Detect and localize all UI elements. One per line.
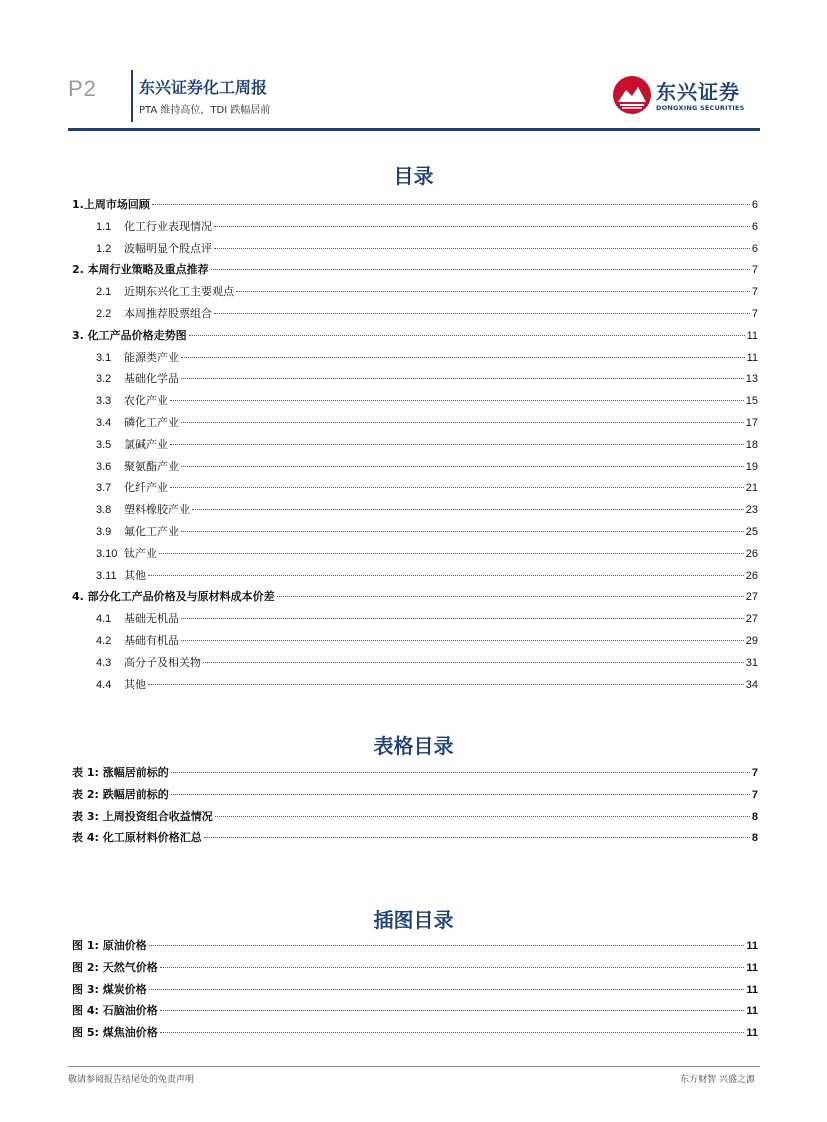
toc-entry-page: 11 bbox=[746, 940, 758, 952]
toc-entry-label: 高分子及相关物 bbox=[124, 655, 201, 669]
logo-text: 东兴证券 bbox=[656, 80, 740, 104]
toc-entry[interactable] bbox=[72, 327, 758, 349]
toc-entry-page: 23 bbox=[745, 504, 758, 517]
header-rule bbox=[68, 128, 760, 131]
toc-entry-number: 3.8 bbox=[96, 504, 112, 517]
toc-entry[interactable] bbox=[72, 392, 758, 414]
logo-english-text: DONGXING SECURITIES bbox=[656, 104, 745, 112]
toc-entry[interactable] bbox=[72, 808, 758, 830]
tables-toc-title: 表格目录 bbox=[373, 734, 454, 758]
dot-leader bbox=[236, 291, 750, 292]
toc-entry-label: 氟化工产业 bbox=[124, 524, 179, 538]
toc-entry[interactable] bbox=[72, 654, 758, 676]
toc-entry-label: 磷化工产业 bbox=[124, 415, 179, 429]
dot-leader bbox=[214, 226, 750, 227]
toc-entry-number: 2.1 bbox=[96, 286, 112, 299]
toc-entry-label: 其他 bbox=[124, 677, 146, 691]
toc-entry-page: 27 bbox=[745, 591, 758, 604]
toc-entry-label: 3. 化工产品价格走势图 bbox=[72, 328, 187, 342]
toc-entry[interactable] bbox=[72, 676, 758, 698]
toc-entry[interactable] bbox=[72, 959, 758, 981]
toc-entry-label: 4. 部分化工产品价格及与原材料成本价差 bbox=[72, 590, 275, 604]
toc-entry[interactable] bbox=[72, 610, 758, 632]
toc-entry-label: 图 1: 原油价格 bbox=[72, 939, 147, 952]
figures-toc-title: 插图目录 bbox=[373, 908, 454, 932]
dot-leader bbox=[211, 269, 750, 270]
toc-entry-page: 11 bbox=[746, 329, 758, 342]
toc-entry-number: 2.2 bbox=[96, 307, 112, 320]
dot-leader bbox=[181, 618, 744, 619]
dot-leader bbox=[214, 248, 750, 249]
toc-entry-number: 3.10 bbox=[96, 547, 118, 560]
toc-entry-page: 31 bbox=[745, 656, 758, 669]
table-of-contents bbox=[72, 196, 758, 697]
toc-entry-page: 8 bbox=[751, 810, 758, 823]
company-slogan: 东方财智 兴盛之源 bbox=[680, 1075, 755, 1085]
toc-entry[interactable] bbox=[72, 545, 758, 567]
toc-entry-label: 表 2: 跌幅居前标的 bbox=[72, 787, 169, 801]
dot-leader bbox=[170, 444, 744, 445]
toc-entry-label: 1.上周市场回顾 bbox=[72, 198, 150, 211]
toc-entry[interactable] bbox=[72, 305, 758, 327]
toc-entry[interactable] bbox=[72, 218, 758, 240]
toc-entry-label: 近期东兴化工主要观点 bbox=[124, 285, 234, 299]
toc-entry-number: 3.11 bbox=[96, 569, 117, 582]
dot-leader bbox=[170, 487, 744, 488]
toc-entry[interactable] bbox=[72, 523, 758, 545]
dot-leader bbox=[214, 313, 750, 314]
dot-leader bbox=[160, 1010, 745, 1011]
toc-entry[interactable] bbox=[72, 458, 758, 480]
toc-entry[interactable] bbox=[72, 981, 758, 1003]
toc-entry[interactable] bbox=[72, 1002, 758, 1024]
toc-entry-label: 2. 本周行业策略及重点推荐 bbox=[72, 263, 209, 277]
toc-entry-number: 3.2 bbox=[96, 373, 112, 386]
toc-entry-number: 3.9 bbox=[96, 525, 112, 538]
toc-entry-number: 3.7 bbox=[96, 482, 112, 495]
dot-leader bbox=[181, 422, 744, 423]
toc-entry[interactable] bbox=[72, 196, 758, 218]
dot-leader bbox=[181, 357, 745, 358]
toc-title: 目录 bbox=[393, 164, 434, 188]
dot-leader bbox=[152, 204, 750, 205]
toc-entry-number: 4.4 bbox=[96, 678, 112, 691]
report-title: 东兴证券化工周报 bbox=[139, 78, 268, 97]
toc-entry-label: 本周推荐股票组合 bbox=[124, 306, 212, 320]
toc-entry-label: 基础化学品 bbox=[124, 372, 179, 386]
report-subtitle: PTA 维持高位，TDI 跌幅居前 bbox=[139, 105, 271, 116]
dot-leader bbox=[171, 794, 750, 795]
dot-leader bbox=[171, 772, 750, 773]
toc-entry-page: 6 bbox=[751, 242, 758, 255]
toc-entry-page: 21 bbox=[745, 482, 758, 495]
toc-entry-label: 农化产业 bbox=[124, 394, 168, 408]
toc-entry-page: 15 bbox=[745, 395, 758, 408]
toc-entry[interactable] bbox=[72, 764, 758, 786]
page-number: P2 bbox=[68, 76, 97, 101]
toc-entry-label: 表 3: 上周投资组合收益情况 bbox=[72, 809, 213, 823]
toc-entry[interactable] bbox=[72, 501, 758, 523]
dot-leader bbox=[215, 816, 750, 817]
toc-entry-label: 塑料橡胶产业 bbox=[124, 503, 190, 517]
company-logo bbox=[612, 73, 752, 117]
toc-entry[interactable] bbox=[72, 786, 758, 808]
toc-entry-page: 34 bbox=[745, 678, 758, 691]
toc-entry-label: 图 2: 天然气价格 bbox=[72, 960, 158, 974]
header-divider bbox=[131, 70, 133, 122]
logo-mark-icon bbox=[612, 75, 652, 115]
toc-entry-label: 表 4: 化工原材料价格汇总 bbox=[72, 831, 202, 845]
dot-leader bbox=[170, 400, 744, 401]
toc-entry-page: 11 bbox=[746, 961, 758, 974]
toc-entry[interactable] bbox=[72, 261, 758, 283]
toc-entry-page: 7 bbox=[751, 767, 758, 779]
toc-entry-page: 25 bbox=[745, 525, 758, 538]
page-header bbox=[0, 0, 827, 135]
toc-entry-number: 1.1 bbox=[96, 220, 112, 233]
dot-leader bbox=[189, 335, 745, 336]
toc-entry[interactable] bbox=[72, 370, 758, 392]
toc-entry-label: 图 3: 煤炭价格 bbox=[72, 982, 147, 996]
toc-entry-page: 13 bbox=[745, 373, 758, 386]
toc-entry-number: 1.2 bbox=[96, 242, 112, 255]
toc-entry[interactable] bbox=[72, 567, 758, 589]
toc-entry-page: 19 bbox=[745, 460, 758, 473]
toc-entry-label: 化纤产业 bbox=[124, 481, 168, 495]
toc-entry-page: 6 bbox=[751, 199, 758, 211]
toc-entry-page: 18 bbox=[745, 438, 758, 451]
toc-entry-page: 26 bbox=[745, 569, 758, 582]
toc-entry[interactable] bbox=[72, 283, 758, 305]
toc-entry-number: 4.1 bbox=[96, 613, 112, 626]
dot-leader bbox=[204, 837, 750, 838]
toc-entry[interactable] bbox=[72, 436, 758, 458]
toc-entry-page: 7 bbox=[751, 264, 758, 277]
toc-entry-label: 其他 bbox=[124, 568, 146, 582]
toc-entry-label: 能源类产业 bbox=[124, 350, 179, 364]
toc-entry-page: 17 bbox=[745, 416, 758, 429]
toc-entry-page: 11 bbox=[746, 1005, 758, 1018]
toc-entry-number: 3.1 bbox=[96, 351, 112, 364]
toc-entry-label: 基础有机品 bbox=[124, 633, 179, 647]
toc-entry-number: 4.2 bbox=[96, 634, 112, 647]
dot-leader bbox=[181, 531, 744, 532]
toc-entry-label: 图 5: 煤焦油价格 bbox=[72, 1026, 158, 1040]
toc-entry[interactable] bbox=[72, 632, 758, 654]
toc-entry-page: 6 bbox=[751, 220, 758, 233]
toc-entry-page: 27 bbox=[745, 613, 758, 626]
toc-entry-number: 3.4 bbox=[96, 416, 112, 429]
toc-entry-label: 图 4: 石脑油价格 bbox=[72, 1004, 158, 1018]
toc-entry[interactable] bbox=[72, 588, 758, 610]
toc-entry-page: 29 bbox=[745, 634, 758, 647]
dot-leader bbox=[160, 1032, 745, 1033]
dot-leader bbox=[181, 378, 744, 379]
tables-list bbox=[72, 764, 758, 851]
toc-entry[interactable] bbox=[72, 414, 758, 436]
toc-entry-page: 26 bbox=[745, 547, 758, 560]
figures-list bbox=[72, 937, 758, 1046]
dot-leader bbox=[148, 575, 744, 576]
toc-entry-label: 氯碱产业 bbox=[124, 437, 168, 451]
toc-entry-number: 3.6 bbox=[96, 460, 112, 473]
dot-leader bbox=[181, 640, 744, 641]
toc-entry-page: 7 bbox=[751, 307, 758, 320]
footer-rule bbox=[68, 1066, 760, 1067]
disclaimer-note: 敬请参阅报告结尾处的免责声明 bbox=[68, 1075, 195, 1085]
toc-entry[interactable] bbox=[72, 349, 758, 371]
toc-entry-page: 7 bbox=[751, 788, 758, 801]
toc-entry-label: 波幅明显个股点评 bbox=[124, 241, 212, 255]
toc-entry-page: 11 bbox=[746, 983, 758, 996]
dot-leader bbox=[148, 684, 744, 685]
toc-entry-number: 3.3 bbox=[96, 395, 112, 408]
toc-entry-page: 7 bbox=[751, 286, 758, 299]
dot-leader bbox=[181, 466, 744, 467]
toc-entry[interactable] bbox=[72, 829, 758, 851]
toc-entry-number: 3.5 bbox=[96, 438, 112, 451]
dot-leader bbox=[160, 967, 745, 968]
toc-entry-label: 化工行业表现情况 bbox=[124, 219, 212, 233]
toc-entry-number: 4.3 bbox=[96, 656, 112, 669]
dot-leader bbox=[203, 662, 744, 663]
toc-entry[interactable] bbox=[72, 937, 758, 959]
dot-leader bbox=[159, 553, 744, 554]
toc-entry-page: 11 bbox=[746, 1027, 758, 1040]
toc-entry-page: 8 bbox=[751, 832, 758, 845]
toc-entry-label: 聚氨酯产业 bbox=[124, 459, 179, 473]
toc-entry-page: 11 bbox=[746, 351, 758, 364]
toc-entry-label: 钛产业 bbox=[124, 546, 157, 560]
toc-entry-label: 基础无机品 bbox=[124, 612, 179, 626]
dot-leader bbox=[149, 989, 745, 990]
toc-entry[interactable] bbox=[72, 240, 758, 262]
dot-leader bbox=[149, 945, 745, 946]
dot-leader bbox=[192, 509, 744, 510]
toc-entry[interactable] bbox=[72, 479, 758, 501]
dot-leader bbox=[277, 596, 744, 597]
toc-entry[interactable] bbox=[72, 1024, 758, 1046]
toc-entry-label: 表 1: 涨幅居前标的 bbox=[72, 766, 169, 779]
